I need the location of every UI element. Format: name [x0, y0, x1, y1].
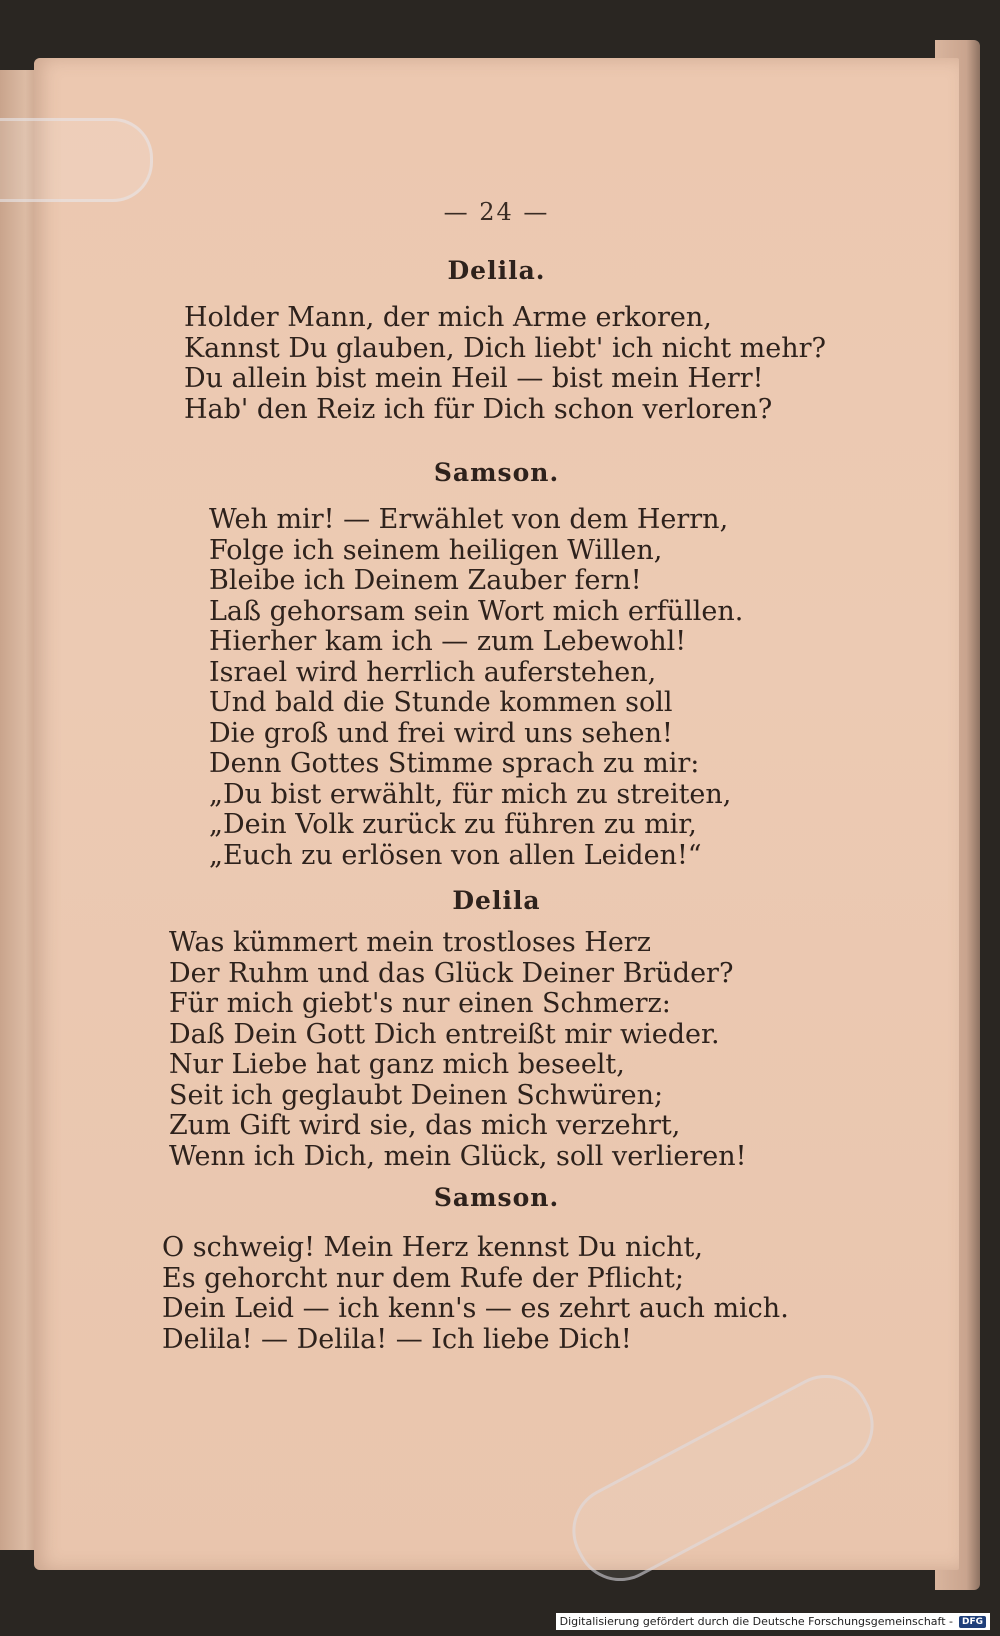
verse-line: „Du bist erwählt, für mich zu streiten, — [209, 778, 732, 810]
verse-line: Du allein bist mein Heil — bist mein Herr! — [184, 363, 764, 394]
verse-line: Und bald die Stunde kommen soll — [209, 687, 673, 718]
footer-text: Digitalisierung gefördert durch die Deutsche Forschungsgemeinschaft - — [559, 1615, 953, 1628]
verse-line: Es gehorcht nur dem Rufe der Pflicht; — [162, 1262, 684, 1294]
verse-line: Laß gehorsam sein Wort mich erfüllen. — [209, 595, 744, 627]
verse-line: Holder Mann, der mich Arme erkoren, — [184, 302, 712, 333]
verse-line: Hab' den Reiz ich für Dich schon verloren? — [184, 393, 773, 425]
book-page — [34, 58, 959, 1570]
verse-line: „Euch zu erlösen von allen Leiden!“ — [209, 839, 702, 871]
dfg-logo-icon: DFG — [959, 1616, 986, 1628]
verse-line: Delila! — Delila! — Ich liebe Dich! — [162, 1323, 632, 1355]
speaker-heading: Delila — [452, 886, 541, 915]
stanza — [209, 505, 743, 871]
page-number: — 24 — — [443, 198, 550, 226]
verse-line: Denn Gottes Stimme sprach zu mir: — [209, 748, 700, 779]
verse-line: Seit ich geglaubt Deinen Schwüren; — [169, 1079, 664, 1111]
stanza — [169, 928, 746, 1172]
speaker-heading: Samson. — [433, 458, 560, 487]
verse-line: Die groß und frei wird uns sehen! — [209, 717, 673, 749]
verse-line: Weh mir! — Erwählet von dem Herrn, — [209, 504, 729, 535]
verse-line: Daß Dein Gott Dich entreißt mir wieder. — [169, 1018, 720, 1050]
verse-line: Nur Liebe hat ganz mich beseelt, — [169, 1049, 625, 1080]
verse-line: Folge ich seinem heiligen Willen, — [209, 534, 663, 566]
verse-line: Bleibe ich Deinem Zauber fern! — [209, 565, 642, 596]
verse-line: Der Ruhm und das Glück Deiner Brüder? — [169, 957, 734, 989]
verse-line: Was kümmert mein trostloses Herz — [169, 927, 651, 958]
paper-clip — [0, 118, 153, 202]
verse-line: Wenn ich Dich, mein Glück, soll verlieren! — [169, 1140, 747, 1172]
speaker-heading: Delila. — [447, 256, 546, 285]
verse-line: Für mich giebt's nur einen Schmerz: — [169, 988, 671, 1019]
verse-line: Dein Leid — ich kenn's — es zehrt auch mich. — [162, 1293, 789, 1324]
stanza — [162, 1233, 789, 1355]
stanza — [184, 303, 826, 425]
verse-line: „Dein Volk zurück zu führen zu mir, — [209, 809, 697, 840]
verse-line: Israel wird herrlich auferstehen, — [209, 656, 657, 688]
digitization-footer — [556, 1613, 990, 1630]
verse-line: Kannst Du glauben, Dich liebt' ich nicht mehr? — [184, 332, 826, 364]
verse-line: O schweig! Mein Herz kennst Du nicht, — [162, 1232, 703, 1263]
verse-line: Hierher kam ich — zum Lebewohl! — [209, 626, 687, 657]
verse-line: Zum Gift wird sie, das mich verzehrt, — [169, 1110, 681, 1141]
speaker-heading: Samson. — [433, 1183, 560, 1212]
